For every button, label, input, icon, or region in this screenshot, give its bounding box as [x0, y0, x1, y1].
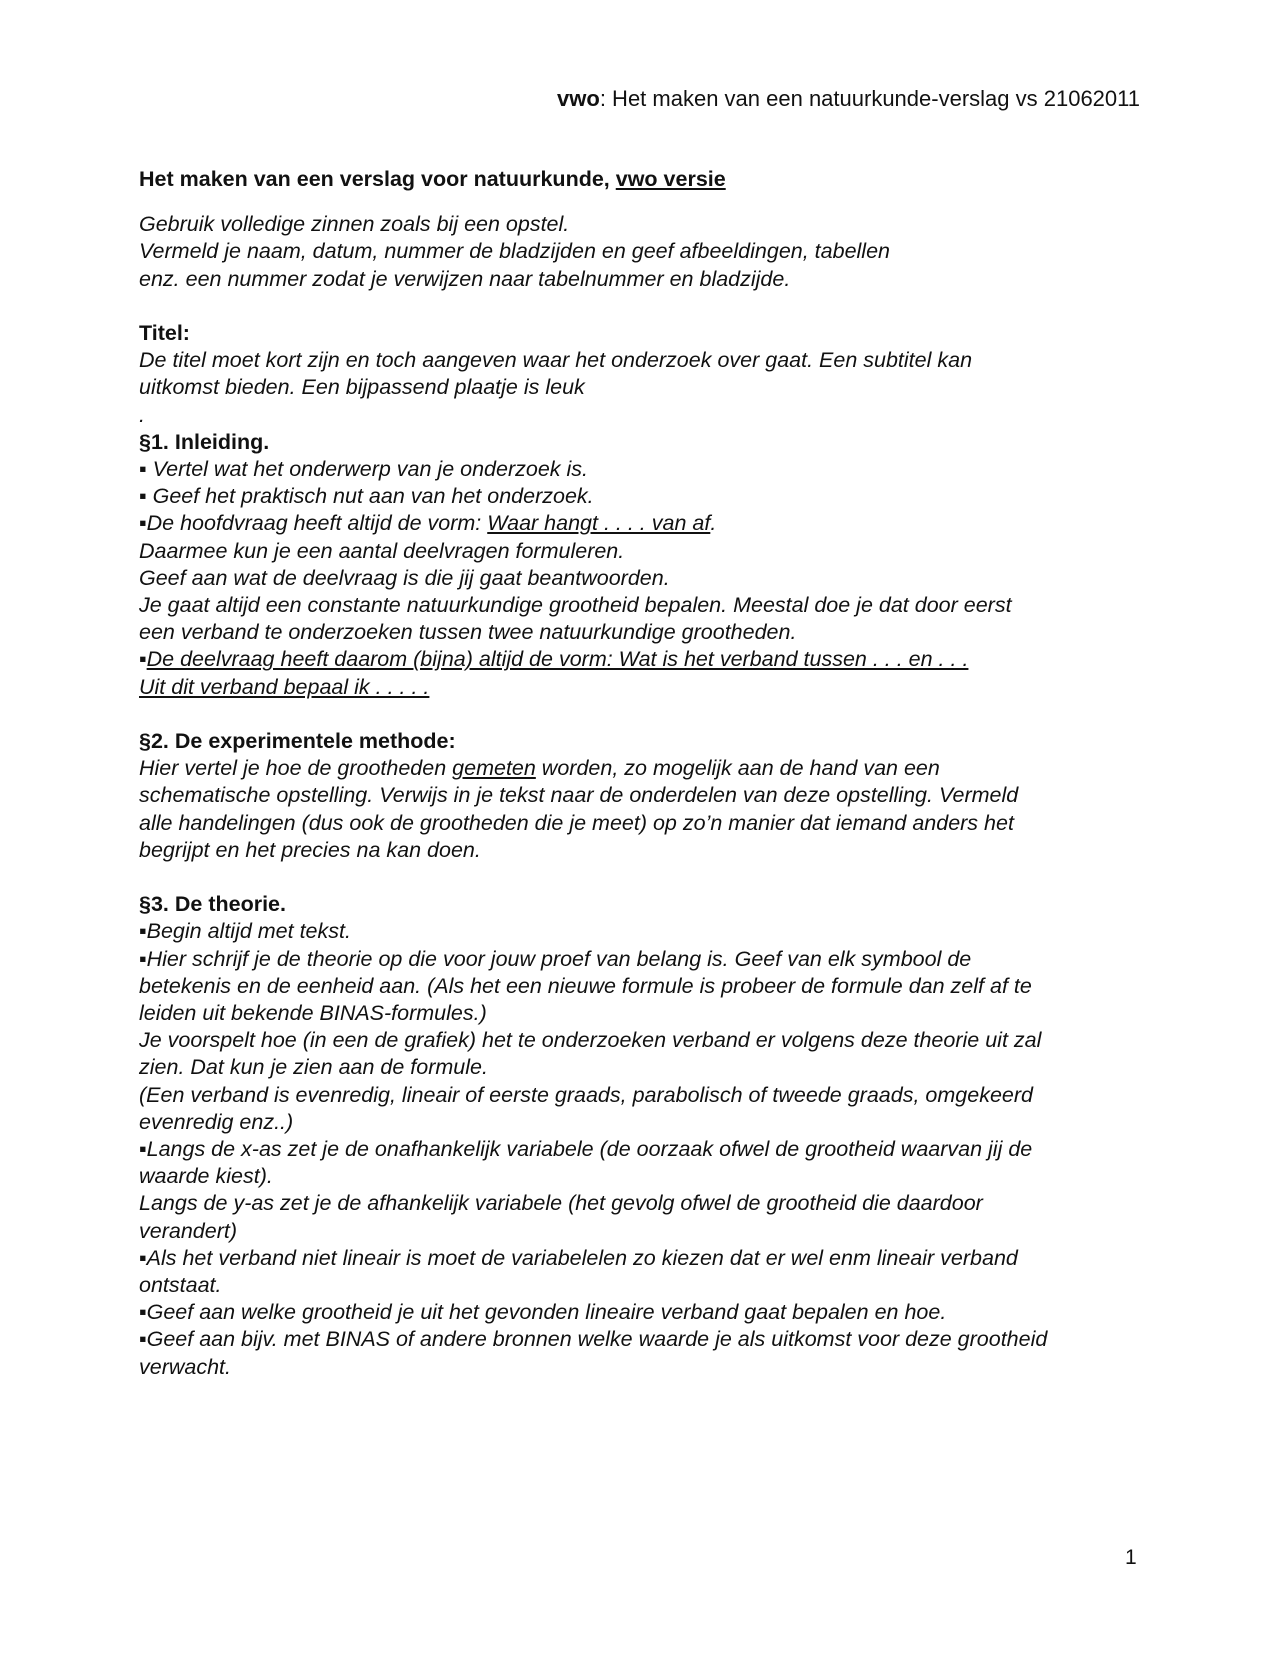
spacer [139, 701, 1149, 728]
methode-emphasis: gemeten [452, 756, 536, 781]
theorie-line: ▪Langs de x-as zet je de onafhankelijk variabele (de oorzaak ofwel de grootheid waarvan jij de [139, 1137, 1033, 1162]
inleiding-line: Daarmee kun je een aantal deelvragen formuleren. [139, 538, 625, 563]
methode-text: Hier vertel je hoe de grootheden [139, 756, 453, 781]
inleiding-line: een verband te onderzoeken tussen twee natuurkundige grootheden. [139, 620, 797, 645]
section-heading-inleiding: §1. Inleiding. [139, 429, 270, 454]
theorie-line: leiden uit bekende BINAS-formules.) [139, 1001, 487, 1026]
spacer [139, 864, 1149, 891]
section-heading-theorie: §3. De theorie. [139, 892, 286, 917]
theorie-line: verwacht. [139, 1354, 232, 1379]
document-title-version: vwo versie [615, 167, 726, 191]
theorie-line: verandert) [139, 1218, 237, 1243]
intro-line: enz. een nummer zodat je verwijzen naar tabelnummer en bladzijde. [139, 266, 791, 291]
theorie-section [139, 891, 1149, 1381]
section-heading-methode: §2. De experimentele methode: [139, 729, 456, 754]
spacer [139, 293, 1149, 320]
titel-line: De titel moet kort zijn en toch aangeven waar het onderzoek over gaat. Een subtitel kan [139, 348, 973, 373]
theorie-line: ▪Geef aan bijv. met BINAS of andere bronnen welke waarde je als uitkomst voor deze grootheid [139, 1327, 1048, 1352]
theorie-line: betekenis en de eenheid aan. (Als het een nieuwe formule is probeer de formule dan zelf af te [139, 973, 1032, 998]
document-body [139, 166, 1149, 1381]
deelvraag-bullet: ▪ [139, 647, 147, 672]
inleiding-line [139, 510, 1149, 537]
intro-line: Gebruik volledige zinnen zoals bij een opstel. [139, 212, 570, 237]
titel-section [139, 320, 1149, 429]
methode-line: alle handelingen (dus ook de grootheden die je meet) op zo’n manier dat iemand anders het [139, 810, 1014, 835]
page-number: 1 [1125, 1546, 1137, 1569]
theorie-line: Langs de y-as zet je de afhankelijk variabele (het gevolg ofwel de grootheid die daardoor [139, 1191, 983, 1216]
theorie-line: ontstaat. [139, 1273, 222, 1298]
titel-line: . [139, 402, 145, 427]
inleiding-line: ▪ Vertel wat het onderwerp van je onderzoek is. [139, 457, 589, 482]
theorie-line: ▪Geef aan welke grootheid je uit het gevonden lineaire verband gaat bepalen en hoe. [139, 1300, 947, 1325]
intro-section [139, 211, 1149, 293]
inleiding-line [139, 646, 1149, 673]
inleiding-section [139, 429, 1149, 701]
theorie-line: ▪Hier schrijf je de theorie op die voor jouw proef van belang is. Geef van elk symbool de [139, 946, 972, 971]
theorie-line: zien. Dat kun je zien aan de formule. [139, 1055, 488, 1080]
methode-line [139, 755, 1149, 782]
hoofdvraag-end: . [710, 511, 717, 536]
hoofdvraag-text: ▪De hoofdvraag heeft altijd de vorm: [139, 511, 488, 536]
inleiding-line: Uit dit verband bepaal ik . . . . . [139, 674, 430, 699]
methode-text: worden, zo mogelijk aan de hand van een [535, 756, 940, 781]
methode-line: schematische opstelling. Verwijs in je tekst naar de onderdelen van deze opstelling. Vermeld [139, 783, 1019, 808]
deelvraag-form: De deelvraag heeft daarom (bijna) altijd de vorm: Wat is het verband tussen . . . en . . . [146, 647, 969, 672]
header-title: : Het maken van een natuurkunde-verslag vs 21062011 [599, 86, 1140, 111]
inleiding-line: Geef aan wat de deelvraag is die jij gaat beantwoorden. [139, 565, 670, 590]
theorie-line: evenredig enz..) [139, 1109, 294, 1134]
methode-line: begrijpt en het precies na kan doen. [139, 837, 481, 862]
intro-line: Vermeld je naam, datum, nummer de bladzijden en geef afbeeldingen, tabellen [139, 239, 890, 264]
hoofdvraag-form: Waar hangt . . . . van af [487, 511, 711, 536]
theorie-line: ▪Begin altijd met tekst. [139, 919, 351, 944]
titel-line: uitkomst bieden. Een bijpassend plaatje is leuk [139, 375, 585, 400]
header-level: vwo [557, 86, 600, 111]
methode-section [139, 728, 1149, 864]
document-title-text: Het maken van een verslag voor natuurkunde, [139, 167, 610, 191]
page-header [557, 86, 1140, 112]
document-title [139, 166, 1149, 193]
section-heading-titel: Titel: [139, 321, 190, 345]
theorie-line: ▪Als het verband niet lineair is moet de variabelelen zo kiezen dat er wel enm lineair verband [139, 1245, 1018, 1270]
theorie-line: Je voorspelt hoe (in een de grafiek) het te onderzoeken verband er volgens deze theorie uit zal [139, 1028, 1042, 1053]
inleiding-line: ▪ Geef het praktisch nut aan van het onderzoek. [139, 484, 594, 509]
inleiding-line: Je gaat altijd een constante natuurkundige grootheid bepalen. Meestal doe je dat door eerst [139, 593, 1012, 618]
theorie-line: (Een verband is evenredig, lineair of eerste graads, parabolisch of tweede graads, omgekeerd [139, 1082, 1033, 1107]
theorie-line: waarde kiest). [139, 1164, 273, 1189]
